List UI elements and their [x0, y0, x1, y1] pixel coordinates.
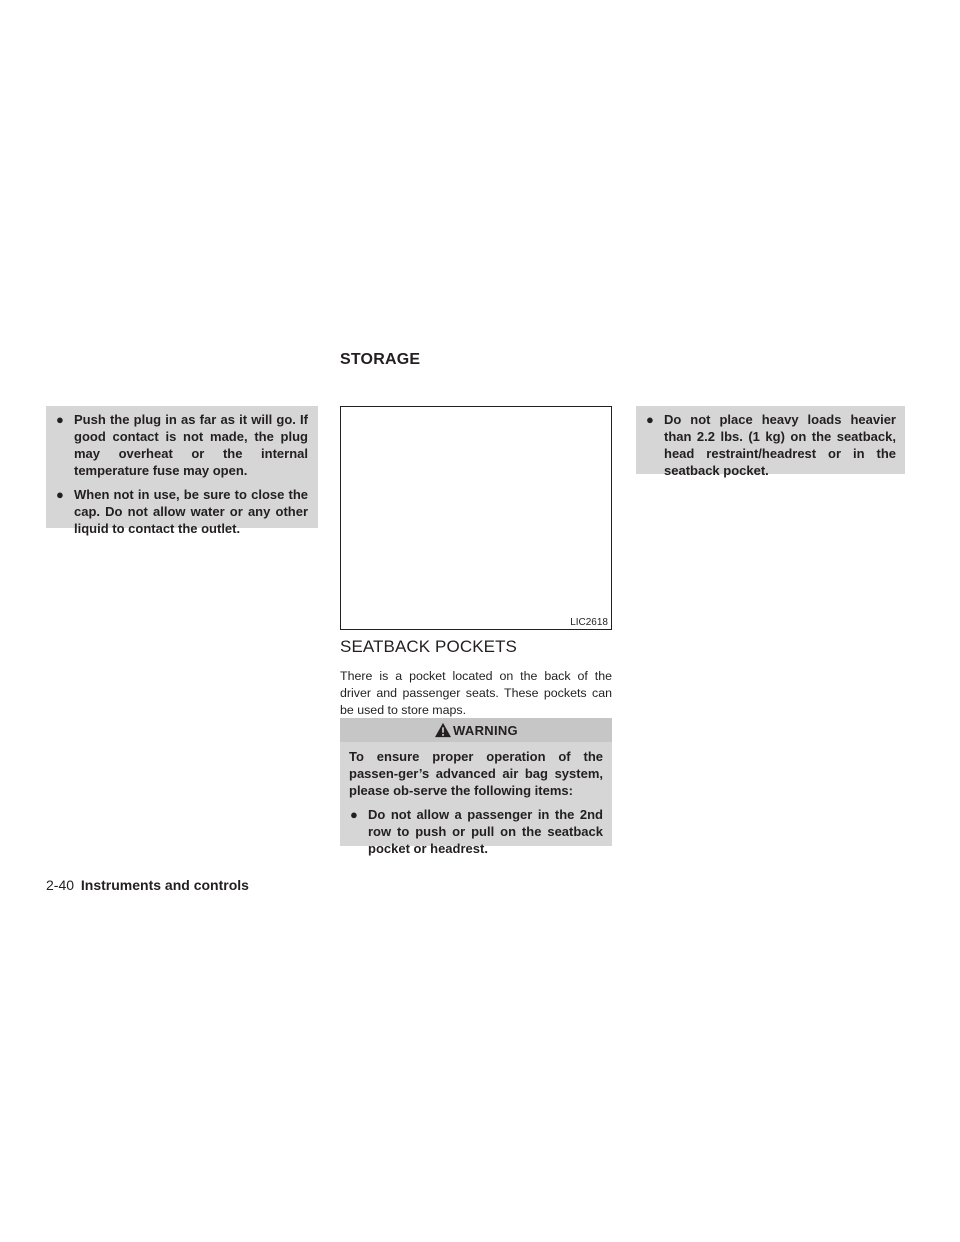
- warning-body: [340, 742, 612, 857]
- bullet-icon: ●: [646, 412, 654, 427]
- section-title: STORAGE: [340, 351, 421, 368]
- warning-item-text: Do not allow a passenger in the 2nd row to push or pull on the seatback pocket or headrest.: [368, 807, 603, 856]
- page-number: 2-40: [46, 877, 75, 893]
- caution-item: [55, 411, 308, 479]
- page-footer: [46, 877, 249, 893]
- warning-intro: To ensure proper operation of the passen-ger’s advanced air bag system, please ob-serve the following items:: [349, 749, 603, 798]
- chapter-title: Instruments and controls: [80, 877, 249, 893]
- bullet-icon: ●: [56, 487, 64, 502]
- caution-item-text: When not in use, be sure to close the cap. Do not allow water or any other liquid to contact the outlet.: [74, 487, 308, 536]
- warning-triangle-icon: [434, 722, 452, 738]
- caution-box-left: [46, 406, 318, 536]
- warning-header: [340, 718, 612, 742]
- bullet-icon: ●: [350, 807, 358, 822]
- figure-code: LIC2618: [570, 617, 608, 628]
- body-paragraph: There is a pocket located on the back of the driver and passenger seats. These pockets can be used to store maps.: [340, 669, 612, 717]
- warning-title: WARNING: [453, 722, 518, 738]
- caution-item: [55, 486, 308, 537]
- caution-item: [645, 411, 896, 479]
- caution-item-text: Do not place heavy loads heavier than 2.2 lbs. (1 kg) on the seatback, head restraint/headrest or in the seatback pocket.: [664, 412, 896, 478]
- warning-box: [340, 718, 612, 856]
- bullet-icon: ●: [56, 412, 64, 427]
- warning-item: [349, 806, 603, 857]
- sub-heading: SEATBACK POCKETS: [340, 637, 517, 656]
- figure-frame: [340, 406, 612, 630]
- caution-item-text: Push the plug in as far as it will go. If good contact is not made, the plug may overheat or the internal temperature fuse may open.: [74, 412, 308, 478]
- caution-box-right: [636, 406, 905, 478]
